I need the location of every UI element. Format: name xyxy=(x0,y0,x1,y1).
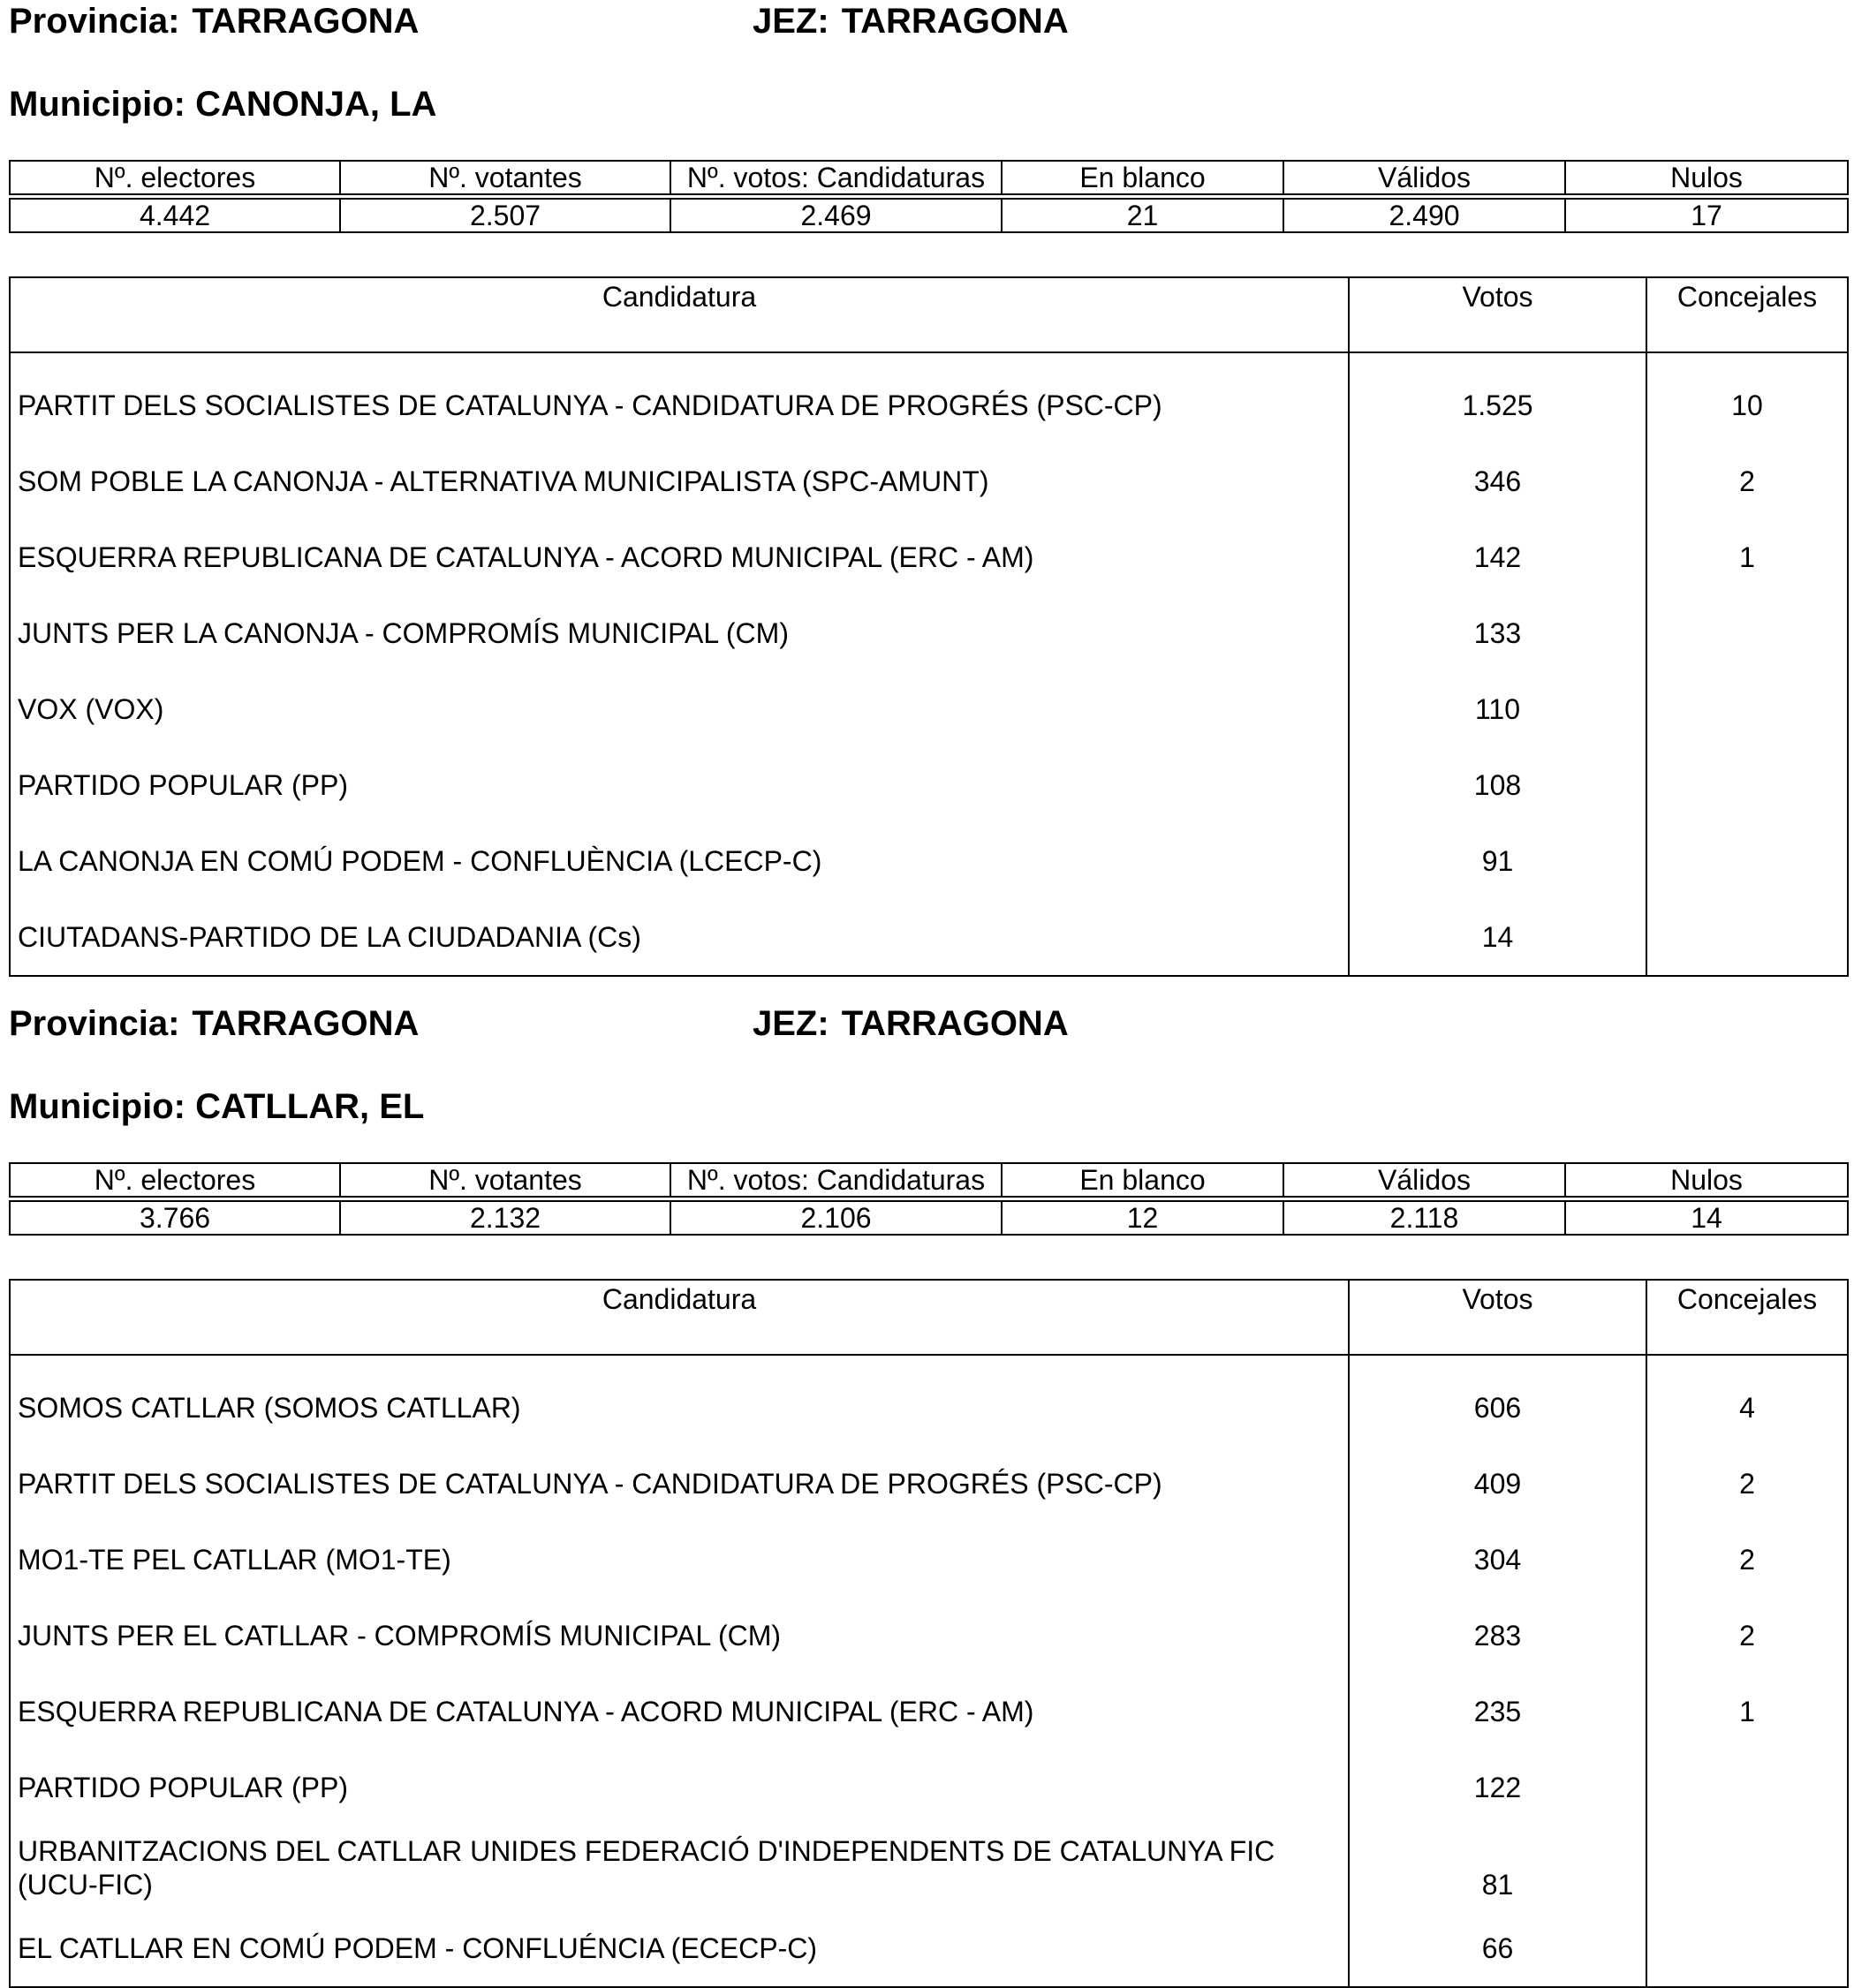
summary-header-validos: Válidos xyxy=(1283,1163,1565,1197)
table-row xyxy=(10,671,1848,747)
candidatura-name: CIUTADANS-PARTIDO DE LA CIUDADANIA (Cs) xyxy=(10,899,1349,976)
concejales-value: 1 xyxy=(1646,1674,1848,1750)
concejales-value: 2 xyxy=(1646,443,1848,519)
concejales-value xyxy=(1646,1825,1848,1910)
summary-value-votos-candidaturas: 2.106 xyxy=(670,1201,1002,1235)
summary-header-table xyxy=(9,1162,1849,1198)
candidatura-name: ESQUERRA REPUBLICANA DE CATALUNYA - ACORD MUNICIPAL (ERC - AM) xyxy=(10,1674,1349,1750)
summary-value-en-blanco: 12 xyxy=(1002,1201,1283,1235)
concejales-value: 4 xyxy=(1646,1355,1848,1446)
municipio-value: CANONJA, LA xyxy=(195,85,437,124)
jez-value: TARRAGONA xyxy=(841,2,1069,41)
municipio-heading xyxy=(9,1087,424,1126)
summary-value-en-blanco: 21 xyxy=(1002,199,1283,232)
concejales-value xyxy=(1646,747,1848,823)
summary-header-en-blanco: En blanco xyxy=(1002,161,1283,194)
concejales-value xyxy=(1646,1750,1848,1825)
summary-header-nulos: Nulos xyxy=(1565,161,1848,194)
summary-header-electores: Nº. electores xyxy=(10,161,340,194)
table-row xyxy=(10,1598,1848,1674)
table-row xyxy=(10,1750,1848,1825)
summary-value-nulos: 14 xyxy=(1565,1201,1848,1235)
jez-label: JEZ: xyxy=(753,1004,829,1043)
concejales-value: 2 xyxy=(1646,1598,1848,1674)
candidaturas-header-row xyxy=(10,1280,1848,1355)
votos-value: 110 xyxy=(1349,671,1646,747)
municipio-heading xyxy=(9,85,436,124)
table-row xyxy=(10,519,1848,595)
summary-value-nulos: 17 xyxy=(1565,199,1848,232)
table-row xyxy=(10,747,1848,823)
candidatura-name: PARTIDO POPULAR (PP) xyxy=(10,747,1349,823)
candidaturas-table xyxy=(9,1279,1849,1988)
table-row xyxy=(10,352,1848,443)
votos-value: 283 xyxy=(1349,1598,1646,1674)
summary-header-row xyxy=(10,1163,1848,1197)
candidatura-name: SOMOS CATLLAR (SOMOS CATLLAR) xyxy=(10,1355,1349,1446)
summary-header-validos: Válidos xyxy=(1283,161,1565,194)
table-row xyxy=(10,1674,1848,1750)
provincia-label: Provincia: xyxy=(9,1004,180,1043)
table-row xyxy=(10,1446,1848,1522)
summary-header-row xyxy=(10,161,1848,194)
provincia-heading xyxy=(9,2,419,41)
concejales-value xyxy=(1646,823,1848,899)
votos-value: 122 xyxy=(1349,1750,1646,1825)
table-row xyxy=(10,823,1848,899)
votos-value: 108 xyxy=(1349,747,1646,823)
table-row xyxy=(10,595,1848,671)
provincia-value: TARRAGONA xyxy=(192,2,420,41)
summary-values-row xyxy=(10,199,1848,232)
candidatura-name: EL CATLLAR EN COMÚ PODEM - CONFLUÉNCIA (ECECP-C) xyxy=(10,1910,1349,1987)
candidatura-name: PARTIT DELS SOCIALISTES DE CATALUNYA - CANDIDATURA DE PROGRÉS (PSC-CP) xyxy=(10,352,1349,443)
votos-value: 346 xyxy=(1349,443,1646,519)
votos-value: 235 xyxy=(1349,1674,1646,1750)
candidatura-name: JUNTS PER LA CANONJA - COMPROMÍS MUNICIPAL (CM) xyxy=(10,595,1349,671)
summary-header-electores: Nº. electores xyxy=(10,1163,340,1197)
candidatura-name: PARTIT DELS SOCIALISTES DE CATALUNYA - CANDIDATURA DE PROGRÉS (PSC-CP) xyxy=(10,1446,1349,1522)
candidatura-name: ESQUERRA REPUBLICANA DE CATALUNYA - ACORD MUNICIPAL (ERC - AM) xyxy=(10,519,1349,595)
summary-value-electores: 4.442 xyxy=(10,199,340,232)
summary-value-validos: 2.118 xyxy=(1283,1201,1565,1235)
summary-values-row xyxy=(10,1201,1848,1235)
summary-header-votantes: Nº. votantes xyxy=(340,161,670,194)
jez-heading xyxy=(753,2,1069,41)
header-concejales: Concejales xyxy=(1646,277,1848,352)
concejales-value: 2 xyxy=(1646,1522,1848,1598)
votos-value: 409 xyxy=(1349,1446,1646,1522)
table-row xyxy=(10,1522,1848,1598)
municipio-label: Municipio: xyxy=(9,85,185,124)
summary-values-table xyxy=(9,198,1849,233)
table-row xyxy=(10,899,1848,976)
candidatura-name: VOX (VOX) xyxy=(10,671,1349,747)
votos-value: 304 xyxy=(1349,1522,1646,1598)
header-candidatura: Candidatura xyxy=(10,277,1349,352)
header-votos: Votos xyxy=(1349,277,1646,352)
concejales-value: 1 xyxy=(1646,519,1848,595)
candidatura-name: SOM POBLE LA CANONJA - ALTERNATIVA MUNICIPALISTA (SPC-AMUNT) xyxy=(10,443,1349,519)
summary-value-votantes: 2.507 xyxy=(340,199,670,232)
concejales-value xyxy=(1646,899,1848,976)
candidaturas-table xyxy=(9,276,1849,977)
candidatura-name: JUNTS PER EL CATLLAR - COMPROMÍS MUNICIPAL (CM) xyxy=(10,1598,1349,1674)
concejales-value xyxy=(1646,1910,1848,1987)
votos-value: 133 xyxy=(1349,595,1646,671)
provincia-value: TARRAGONA xyxy=(192,1004,420,1043)
summary-value-votantes: 2.132 xyxy=(340,1201,670,1235)
candidaturas-header-row xyxy=(10,277,1848,352)
summary-values-table xyxy=(9,1200,1849,1236)
votos-value: 66 xyxy=(1349,1910,1646,1987)
table-row xyxy=(10,1355,1848,1446)
summary-value-votos-candidaturas: 2.469 xyxy=(670,199,1002,232)
jez-label: JEZ: xyxy=(753,2,829,41)
header-votos: Votos xyxy=(1349,1280,1646,1355)
provincia-heading xyxy=(9,1004,419,1043)
summary-header-table xyxy=(9,160,1849,195)
jez-value: TARRAGONA xyxy=(841,1004,1069,1043)
votos-value: 91 xyxy=(1349,823,1646,899)
summary-header-nulos: Nulos xyxy=(1565,1163,1848,1197)
table-row xyxy=(10,443,1848,519)
summary-value-validos: 2.490 xyxy=(1283,199,1565,232)
summary-header-votantes: Nº. votantes xyxy=(340,1163,670,1197)
votos-value: 1.525 xyxy=(1349,352,1646,443)
candidatura-name: PARTIDO POPULAR (PP) xyxy=(10,1750,1349,1825)
votos-value: 14 xyxy=(1349,899,1646,976)
votos-value: 81 xyxy=(1349,1825,1646,1910)
concejales-value xyxy=(1646,671,1848,747)
table-row xyxy=(10,1910,1848,1987)
summary-value-electores: 3.766 xyxy=(10,1201,340,1235)
concejales-value: 10 xyxy=(1646,352,1848,443)
concejales-value xyxy=(1646,595,1848,671)
municipio-value: CATLLAR, EL xyxy=(195,1087,425,1126)
header-concejales: Concejales xyxy=(1646,1280,1848,1355)
summary-header-votos-candidaturas: Nº. votos: Candidaturas xyxy=(670,161,1002,194)
candidatura-name: MO1-TE PEL CATLLAR (MO1-TE) xyxy=(10,1522,1349,1598)
provincia-label: Provincia: xyxy=(9,2,180,41)
candidatura-name: URBANITZACIONS DEL CATLLAR UNIDES FEDERACIÓ D'INDEPENDENTS DE CATALUNYA FIC (UCU-FIC) xyxy=(10,1825,1349,1910)
votos-value: 606 xyxy=(1349,1355,1646,1446)
jez-heading xyxy=(753,1004,1069,1043)
municipio-label: Municipio: xyxy=(9,1087,185,1126)
table-row xyxy=(10,1825,1848,1910)
votos-value: 142 xyxy=(1349,519,1646,595)
concejales-value: 2 xyxy=(1646,1446,1848,1522)
summary-header-en-blanco: En blanco xyxy=(1002,1163,1283,1197)
candidatura-name: LA CANONJA EN COMÚ PODEM - CONFLUÈNCIA (LCECP-C) xyxy=(10,823,1349,899)
summary-header-votos-candidaturas: Nº. votos: Candidaturas xyxy=(670,1163,1002,1197)
header-candidatura: Candidatura xyxy=(10,1280,1349,1355)
